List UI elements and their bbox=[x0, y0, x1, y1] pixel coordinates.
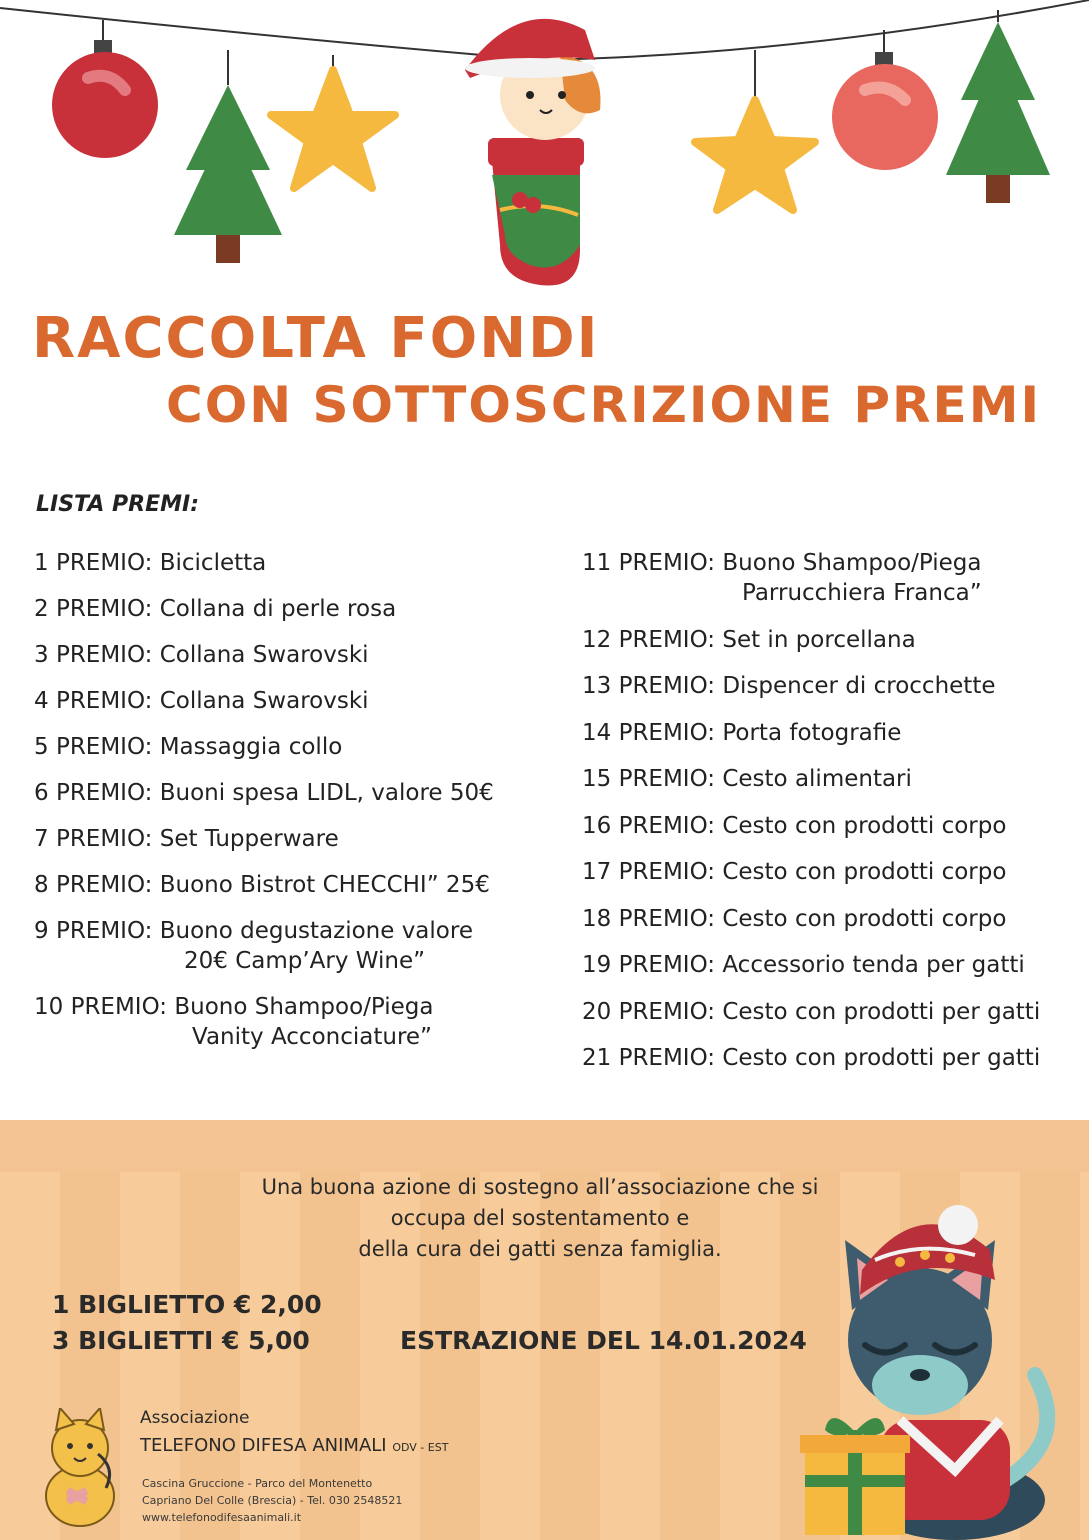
prize-label: 21 PREMIO: Cesto con prodotti per gatti bbox=[582, 1045, 1041, 1071]
prize-item bbox=[34, 640, 564, 670]
star-icon bbox=[695, 50, 815, 210]
address-line: Cascina Gruccione - Parco del Montenetto bbox=[142, 1477, 373, 1490]
prize-item bbox=[582, 671, 1082, 701]
star-icon bbox=[271, 55, 395, 188]
prize-label: 4 PREMIO: Collana Swarovski bbox=[34, 688, 369, 714]
prize-item bbox=[34, 870, 564, 900]
prize-label: 8 PREMIO: Buono Bistrot CHECCHI” 25€ bbox=[34, 872, 490, 898]
prize-list-right bbox=[582, 548, 1082, 1090]
prize-item bbox=[582, 625, 1082, 655]
prize-item bbox=[582, 811, 1082, 841]
slogan-line: Una buona azione di sostegno all’associazione che si bbox=[261, 1175, 819, 1199]
prize-label: 11 PREMIO: Buono Shampoo/Piega bbox=[582, 550, 982, 576]
slogan bbox=[190, 1172, 890, 1265]
prize-item bbox=[34, 824, 564, 854]
prize-label: 15 PREMIO: Cesto alimentari bbox=[582, 766, 912, 792]
prize-label: 18 PREMIO: Cesto con prodotti corpo bbox=[582, 905, 1007, 932]
prize-label-continued: Parrucchiera Franca” bbox=[742, 580, 982, 606]
christmas-decorations bbox=[0, 0, 1089, 300]
ornament-ball-icon bbox=[52, 20, 158, 158]
footer-band bbox=[0, 1120, 1089, 1172]
prize-label: 16 PREMIO: Cesto con prodotti corpo bbox=[582, 812, 1007, 839]
prize-label-continued: 20€ Camp’Ary Wine” bbox=[184, 948, 426, 974]
prize-item bbox=[34, 548, 564, 578]
prize-label: 20 PREMIO: Cesto con prodotti per gatti bbox=[582, 998, 1041, 1025]
prize-label: 10 PREMIO: Buono Shampoo/Piega bbox=[34, 994, 434, 1020]
ornament-ball-icon bbox=[832, 30, 938, 170]
prize-label: 12 PREMIO: Set in porcellana bbox=[582, 626, 916, 653]
prize-item bbox=[34, 916, 564, 976]
prize-item bbox=[582, 718, 1082, 748]
association-name-text: TELEFONO DIFESA ANIMALI bbox=[140, 1435, 387, 1456]
prize-item bbox=[582, 857, 1082, 887]
christmas-tree-icon bbox=[946, 10, 1050, 203]
prize-item bbox=[582, 997, 1082, 1027]
prize-item bbox=[34, 594, 564, 624]
ticket-price-single: 1 BIGLIETTO € 2,00 bbox=[52, 1290, 322, 1319]
slogan-line: della cura dei gatti senza famiglia. bbox=[358, 1237, 722, 1261]
prize-item bbox=[34, 732, 564, 762]
prize-label: 19 PREMIO: Accessorio tenda per gatti bbox=[582, 952, 1025, 978]
prize-label: 7 PREMIO: Set Tupperware bbox=[34, 826, 339, 852]
prize-label: 3 PREMIO: Collana Swarovski bbox=[34, 642, 369, 668]
prize-list-heading: LISTA PREMI: bbox=[36, 492, 200, 517]
prize-item bbox=[582, 1043, 1082, 1073]
ticket-price-triple: 3 BIGLIETTI € 5,00 bbox=[52, 1326, 310, 1355]
prize-item bbox=[582, 764, 1082, 794]
prize-label: 13 PREMIO: Dispencer di crocchette bbox=[582, 673, 996, 699]
prize-label: 6 PREMIO: Buoni spesa LIDL, valore 50€ bbox=[34, 780, 494, 806]
prize-item bbox=[582, 904, 1082, 934]
prize-label: 14 PREMIO: Porta fotografie bbox=[582, 719, 902, 746]
association-suffix: ODV - EST bbox=[392, 1441, 449, 1454]
prize-item bbox=[34, 778, 564, 808]
prize-item bbox=[582, 950, 1082, 980]
prize-label-continued: Vanity Acconciature” bbox=[192, 1024, 432, 1050]
christmas-tree-icon bbox=[174, 50, 282, 263]
prize-item bbox=[34, 992, 564, 1052]
prize-item bbox=[34, 686, 564, 716]
title-line-1: RACCOLTA FONDI bbox=[32, 306, 600, 371]
prize-label: 17 PREMIO: Cesto con prodotti corpo bbox=[582, 859, 1007, 885]
prize-list-left bbox=[34, 548, 564, 1068]
website-link[interactable]: www.telefonodifesaanimali.it bbox=[142, 1511, 302, 1524]
draw-date: ESTRAZIONE DEL 14.01.2024 bbox=[400, 1326, 807, 1355]
prize-label: 9 PREMIO: Buono degustazione valore bbox=[34, 918, 473, 944]
prize-item bbox=[582, 548, 1082, 608]
title-line-2: CON SOTTOSCRIZIONE PREMI bbox=[166, 376, 1042, 434]
phone-line: Capriano Del Colle (Brescia) - Tel. 030 2548521 bbox=[142, 1494, 403, 1507]
association-cat-logo-icon bbox=[36, 1408, 122, 1528]
prize-label: 1 PREMIO: Bicicletta bbox=[34, 550, 267, 576]
cat-with-gift-icon bbox=[790, 1200, 1080, 1540]
prize-label: 5 PREMIO: Massaggia collo bbox=[34, 734, 343, 760]
slogan-line: occupa del sostentamento e bbox=[390, 1206, 690, 1230]
prize-label: 2 PREMIO: Collana di perle rosa bbox=[34, 596, 397, 622]
association-name bbox=[140, 1435, 448, 1456]
association-label: Associazione bbox=[140, 1408, 250, 1428]
